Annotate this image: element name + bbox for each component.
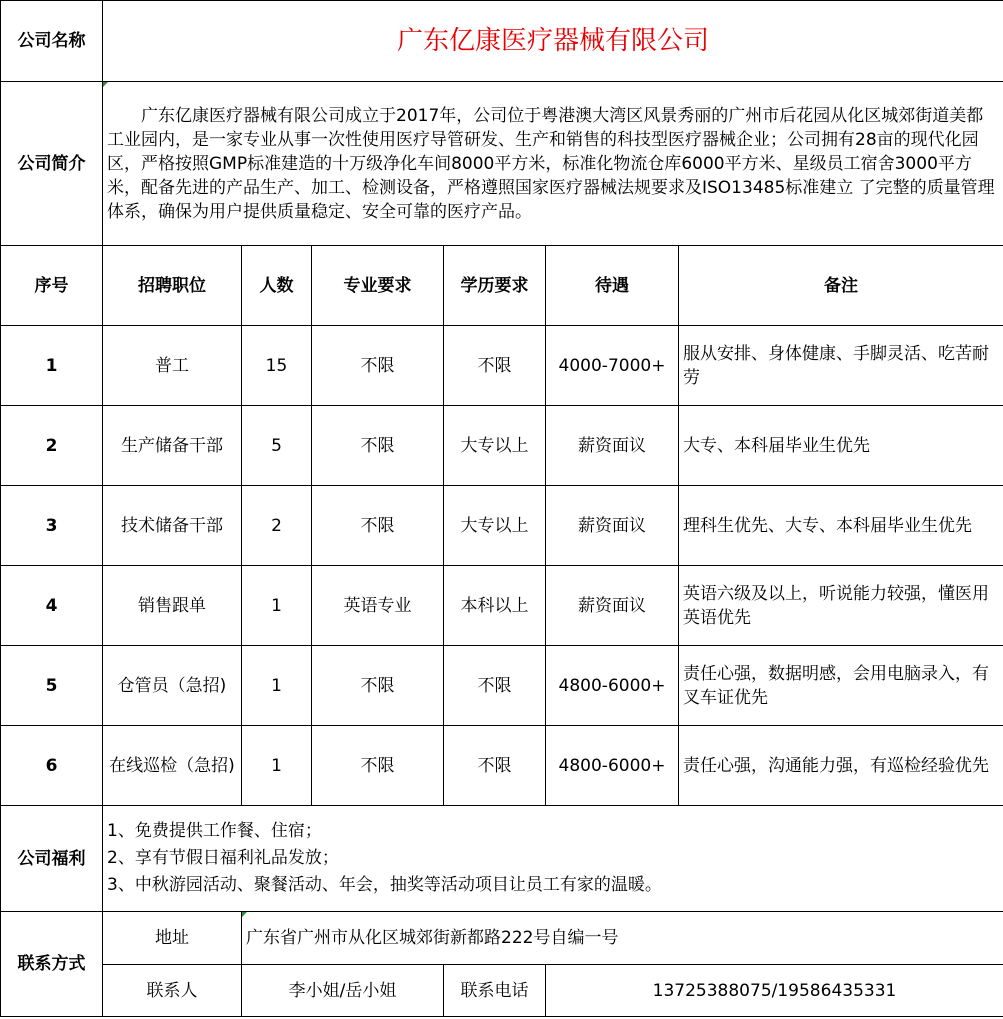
job-education: 大专以上: [444, 406, 546, 486]
table-row: [1, 326, 1003, 406]
job-position: 技术储备干部: [103, 486, 242, 566]
job-position: 生产储备干部: [103, 406, 242, 486]
job-no: 2: [1, 406, 103, 486]
table-row: [1, 646, 1003, 726]
phone-value: 13725388075/19586435331: [546, 965, 1003, 1017]
contact-person-label: 联系人: [103, 965, 242, 1017]
job-note: 责任心强，数据明感，会用电脑录入，有叉车证优先: [679, 646, 1003, 726]
contact-person-value: 李小姐/岳小姐: [242, 965, 444, 1017]
job-salary: 薪资面议: [546, 406, 679, 486]
job-salary: 4800-6000+: [546, 646, 679, 726]
job-major: 不限: [312, 486, 444, 566]
benefit-item: 1、免费提供工作餐、住宿；: [107, 821, 322, 841]
job-position: 在线巡检（急招): [103, 726, 242, 806]
job-count: 2: [242, 486, 312, 566]
table-row: [1, 406, 1003, 486]
job-note: 理科生优先、大专、本科届毕业生优先: [679, 486, 1003, 566]
job-salary: 4000-7000+: [546, 326, 679, 406]
job-education: 不限: [444, 326, 546, 406]
intro-text: 广东亿康医疗器械有限公司成立于2017年，公司位于粤港澳大湾区风景秀丽的广州市后花园从化区城郊街道美都工业园内，是一家专业从事一次性使用医疗导管研发、生产和销售的科技型医疗器械企业；公司拥有28亩的现代化园区，严格按照GMP标准建造的十万级净化车间8000平方米，标准化物流仓库6000平方米、星级员工宿舍3000平方米，配备先进的产品生产、加工、检测设备，严格遵照国家医疗器械法规要求及ISO13485标准建立 了完整的质量管理体系，确保为用户提供质量稳定、安全可靠的医疗产品。: [103, 82, 1003, 246]
job-position: 销售跟单: [103, 566, 242, 646]
header-no: 序号: [1, 246, 103, 326]
job-count: 1: [242, 566, 312, 646]
address-row: [1, 912, 1003, 965]
contact-label: 联系方式: [1, 912, 103, 1017]
job-salary: 4800-6000+: [546, 726, 679, 806]
job-position: 仓管员（急招): [103, 646, 242, 726]
header-count: 人数: [242, 246, 312, 326]
table-row: [1, 566, 1003, 646]
job-note: 大专、本科届毕业生优先: [679, 406, 1003, 486]
table-row: [1, 726, 1003, 806]
job-no: 4: [1, 566, 103, 646]
job-count: 1: [242, 646, 312, 726]
job-major: 不限: [312, 406, 444, 486]
header-major: 专业要求: [312, 246, 444, 326]
intro-label: 公司简介: [1, 82, 103, 246]
job-salary: 薪资面议: [546, 486, 679, 566]
job-note: 服从安排、身体健康、手脚灵活、吃苦耐劳: [679, 326, 1003, 406]
benefits-label: 公司福利: [1, 806, 103, 912]
job-no: 1: [1, 326, 103, 406]
intro-row: [1, 82, 1003, 246]
job-major: 不限: [312, 326, 444, 406]
job-major: 不限: [312, 726, 444, 806]
address-value: 广东省广州市从化区城郊街新都路222号自编一号: [242, 912, 1003, 965]
header-position: 招聘职位: [103, 246, 242, 326]
job-count: 15: [242, 326, 312, 406]
job-education: 不限: [444, 726, 546, 806]
benefits-row: [1, 806, 1003, 912]
phone-label: 联系电话: [444, 965, 546, 1017]
header-salary: 待遇: [546, 246, 679, 326]
job-note: 英语六级及以上，听说能力较强，懂医用英语优先: [679, 566, 1003, 646]
company-name: 广东亿康医疗器械有限公司: [103, 1, 1003, 82]
job-note: 责任心强，沟通能力强，有巡检经验优先: [679, 726, 1003, 806]
address-label: 地址: [103, 912, 242, 965]
job-no: 6: [1, 726, 103, 806]
table-header-row: [1, 246, 1003, 326]
company-name-row: [1, 1, 1003, 82]
benefit-item: 3、中秋游园活动、聚餐活动、年会，抽奖等活动项目让员工有家的温暖。: [107, 875, 662, 895]
job-count: 1: [242, 726, 312, 806]
job-no: 3: [1, 486, 103, 566]
benefits-list: [103, 806, 1003, 912]
job-education: 大专以上: [444, 486, 546, 566]
contact-person-row: [1, 965, 1003, 1017]
job-major: 不限: [312, 646, 444, 726]
job-education: 不限: [444, 646, 546, 726]
job-education: 本科以上: [444, 566, 546, 646]
header-education: 学历要求: [444, 246, 546, 326]
job-no: 5: [1, 646, 103, 726]
benefit-item: 2、享有节假日福利礼品发放；: [107, 848, 339, 868]
job-major: 英语专业: [312, 566, 444, 646]
job-salary: 薪资面议: [546, 566, 679, 646]
header-note: 备注: [679, 246, 1003, 326]
table-row: [1, 486, 1003, 566]
job-count: 5: [242, 406, 312, 486]
job-position: 普工: [103, 326, 242, 406]
company-name-label: 公司名称: [1, 1, 103, 82]
